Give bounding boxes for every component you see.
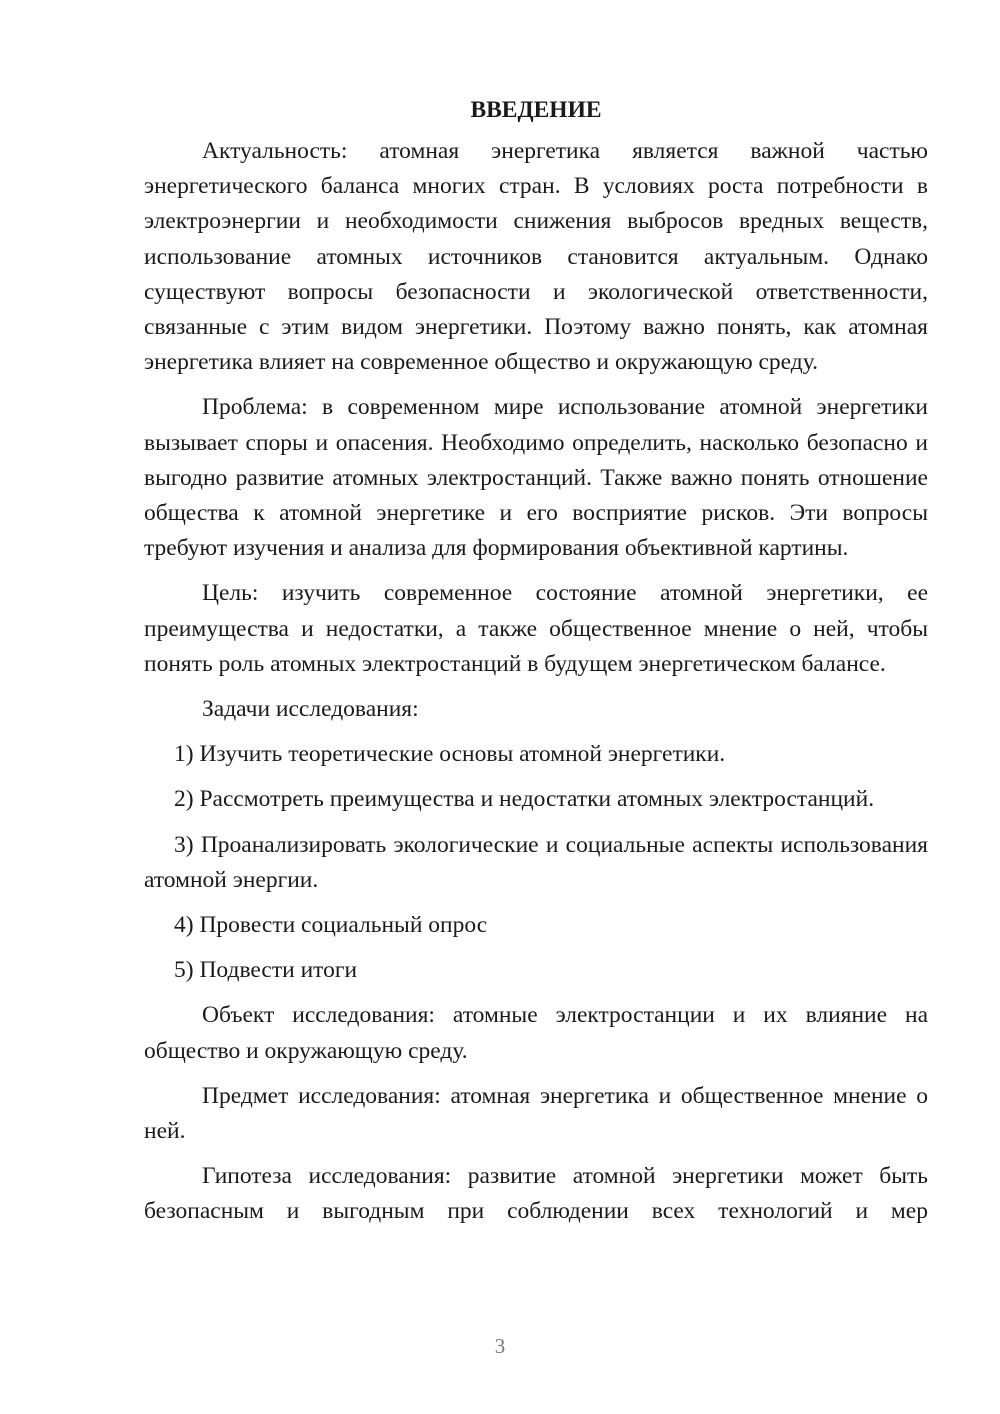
paragraph-problem: Проблема: в современном мире использование атомной энергетики вызывает споры и опасения. Необходимо определить, насколько безопасно и выгодно развитие атомных электростанций. Также важно понять отношение общества к атомной энергетике и его восприятие рисков. Эти вопросы требуют изучения и анализа для формирования объективной картины.	[144, 394, 928, 562]
page-number: 3	[494, 1334, 506, 1358]
task-item-4: 4) Провести социальный опрос	[174, 912, 488, 939]
paragraph-hypothesis: Гипотеза исследования: развитие атомной энергетики может быть безопасным и выгодным при соблюдении всех технологий и мер	[144, 1163, 928, 1225]
task-item-2: 2) Рассмотреть преимущества и недостатки атомных электростанций.	[174, 786, 875, 813]
paragraph-tasks-heading: Задачи исследования:	[202, 696, 419, 723]
section-title: ВВЕДЕНИЕ	[470, 97, 602, 123]
page-content	[144, 92, 928, 1240]
task-item-1: 1) Изучить теоретические основы атомной энергетики.	[174, 741, 726, 768]
paragraph-object: Объект исследования: атомные электростанции и их влияние на общество и окружающую среду.	[144, 1002, 928, 1064]
task-item-3: 3) Проанализировать экологические и социальные аспекты использования атомной энергии.	[144, 831, 928, 893]
paragraph-relevance: Актуальность: атомная энергетика является важной частью энергетического баланса многих стран. В условиях роста потребности в электроэнергии и необходимости снижения выбросов вредных веществ, использование атомных источников становится актуальным. Однако существуют вопросы безопасности и экологической ответственности, связанные с этим видом энергетики. Поэтому важно понять, как атомная энергетика влияет на современное общество и окружающую среду.	[144, 138, 928, 376]
paragraph-subject: Предмет исследования: атомная энергетика и общественное мнение о ней.	[144, 1082, 928, 1145]
task-item-5: 5) Подвести итоги	[174, 957, 358, 984]
paragraph-goal: Цель: изучить современное состояние атомной энергетики, ее преимущества и недостатки, а также общественное мнение о ней, чтобы понять роль атомных электростанций в будущем энергетическом балансе.	[144, 580, 928, 677]
